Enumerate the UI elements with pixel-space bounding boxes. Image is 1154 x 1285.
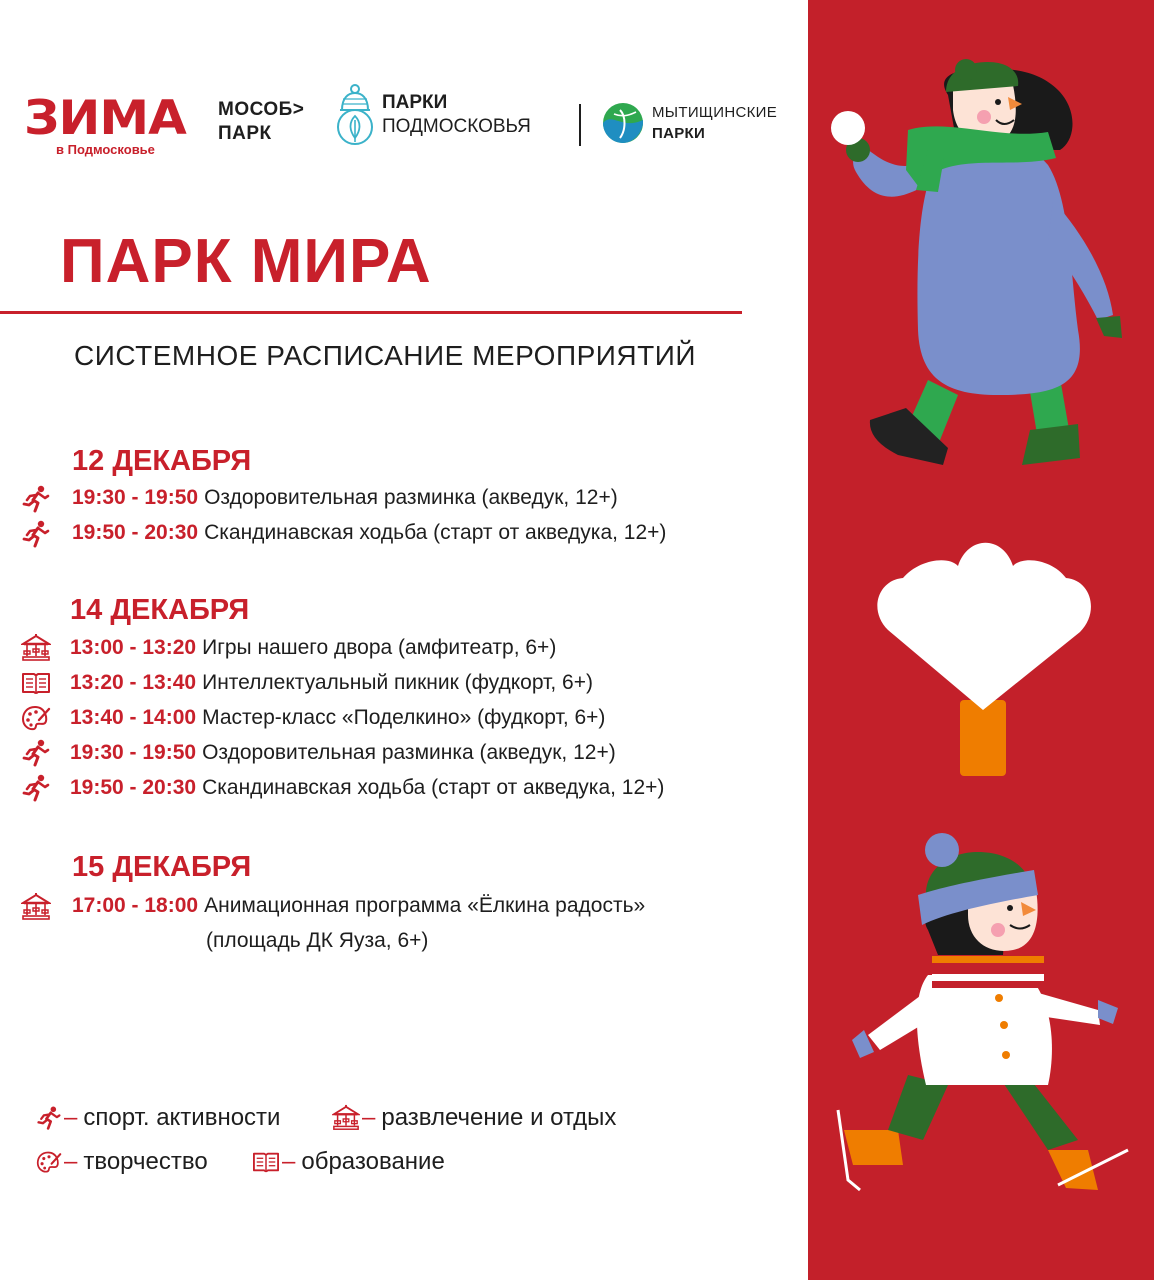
event-time: 19:50 - 20:30 bbox=[70, 776, 197, 799]
runner-icon bbox=[21, 520, 51, 548]
palette-icon bbox=[21, 704, 51, 732]
girl-illustration bbox=[831, 59, 1122, 465]
book-icon bbox=[21, 669, 51, 697]
mytishchi-globe-icon bbox=[602, 102, 644, 144]
legend-label: спорт. активности bbox=[83, 1104, 281, 1131]
event-row bbox=[72, 484, 618, 512]
mytishchi-logo-line2: ПАРКИ bbox=[652, 125, 706, 142]
runner-icon bbox=[36, 1105, 62, 1131]
parki-logo-line1: ПАРКИ bbox=[382, 92, 448, 113]
event-time: 19:30 - 19:50 bbox=[70, 741, 197, 764]
zima-logo-word: ЗИМА bbox=[24, 90, 186, 146]
event-name: Оздоровительная разминка (акведук, 12+) bbox=[202, 741, 616, 764]
title-divider bbox=[0, 311, 742, 314]
runner-icon bbox=[21, 739, 51, 767]
mosobpark-logo bbox=[218, 98, 304, 146]
mytishchi-logo-line1: МЫТИЩИНСКИЕ bbox=[652, 104, 778, 121]
parki-leaf-icon bbox=[334, 84, 376, 146]
carousel-icon bbox=[21, 634, 51, 662]
runner-icon bbox=[21, 485, 51, 513]
event-row bbox=[72, 892, 645, 920]
event-time: 19:50 - 20:30 bbox=[72, 521, 199, 544]
event-name: Скандинавская ходьба (старт от акведука, 12+) bbox=[204, 521, 667, 544]
event-row bbox=[70, 704, 605, 732]
mosobpark-logo-line2: ПАРК bbox=[218, 123, 272, 144]
legend-dash: – bbox=[64, 1148, 78, 1175]
event-row bbox=[70, 774, 664, 802]
logo-divider bbox=[579, 104, 581, 146]
event-time: 13:40 - 14:00 bbox=[70, 706, 197, 729]
legend-label: образование bbox=[301, 1148, 445, 1175]
page-subtitle: СИСТЕМНОЕ РАСПИСАНИЕ МЕРОПРИЯТИЙ bbox=[74, 340, 696, 371]
mosobpark-logo-line1: МОСОБ> bbox=[218, 99, 305, 120]
page-title: ПАРК МИРА bbox=[60, 227, 432, 296]
day-heading: 14 ДЕКАБРЯ bbox=[70, 594, 250, 626]
event-time: 13:00 - 13:20 bbox=[70, 636, 197, 659]
event-name: Анимационная программа «Ёлкина радость» bbox=[204, 894, 646, 917]
event-time: 13:20 - 13:40 bbox=[70, 671, 197, 694]
legend-item-sport bbox=[36, 1102, 280, 1134]
zima-logo bbox=[24, 90, 186, 157]
carousel-icon bbox=[332, 1104, 360, 1132]
legend-dash: – bbox=[64, 1104, 78, 1131]
event-row bbox=[72, 519, 666, 547]
legend-dash: – bbox=[282, 1148, 296, 1175]
event-row bbox=[70, 634, 556, 662]
event-name: Интеллектуальный пикник (фудкорт, 6+) bbox=[202, 671, 593, 694]
event-time: 19:30 - 19:50 bbox=[72, 486, 199, 509]
event-continuation: (площадь ДК Яуза, 6+) bbox=[206, 929, 429, 952]
legend-dash: – bbox=[362, 1104, 376, 1131]
legend-label: творчество bbox=[83, 1148, 208, 1175]
event-row bbox=[70, 669, 593, 697]
parki-podmoskovya-logo bbox=[334, 84, 531, 146]
legend-item-creativity bbox=[36, 1146, 208, 1178]
runner-icon bbox=[21, 774, 51, 802]
palette-icon bbox=[36, 1149, 62, 1175]
event-time: 17:00 - 18:00 bbox=[72, 894, 199, 917]
event-name: Скандинавская ходьба (старт от акведука, 12+) bbox=[202, 776, 665, 799]
winter-illustration bbox=[808, 0, 1154, 1280]
legend-label: развлечение и отдых bbox=[381, 1104, 617, 1131]
boy-illustration bbox=[838, 833, 1128, 1190]
legend-item-entertainment bbox=[332, 1102, 616, 1134]
carousel-icon bbox=[21, 893, 51, 921]
event-row bbox=[70, 739, 616, 767]
decorative-panel bbox=[808, 0, 1154, 1280]
event-name: Оздоровительная разминка (акведук, 12+) bbox=[204, 486, 618, 509]
book-icon bbox=[252, 1149, 280, 1175]
zima-logo-sub: в Подмосковье bbox=[56, 142, 155, 157]
event-name: Мастер-класс «Поделкино» (фудкорт, 6+) bbox=[202, 706, 606, 729]
parki-logo-line2: ПОДМОСКОВЬЯ bbox=[382, 116, 531, 137]
day-heading: 15 ДЕКАБРЯ bbox=[72, 851, 252, 883]
legend-item-education bbox=[252, 1146, 445, 1178]
tree-illustration bbox=[877, 543, 1091, 776]
event-name: Игры нашего двора (амфитеатр, 6+) bbox=[202, 636, 557, 659]
mytishchi-parks-logo bbox=[602, 102, 777, 144]
day-heading: 12 ДЕКАБРЯ bbox=[72, 445, 252, 477]
